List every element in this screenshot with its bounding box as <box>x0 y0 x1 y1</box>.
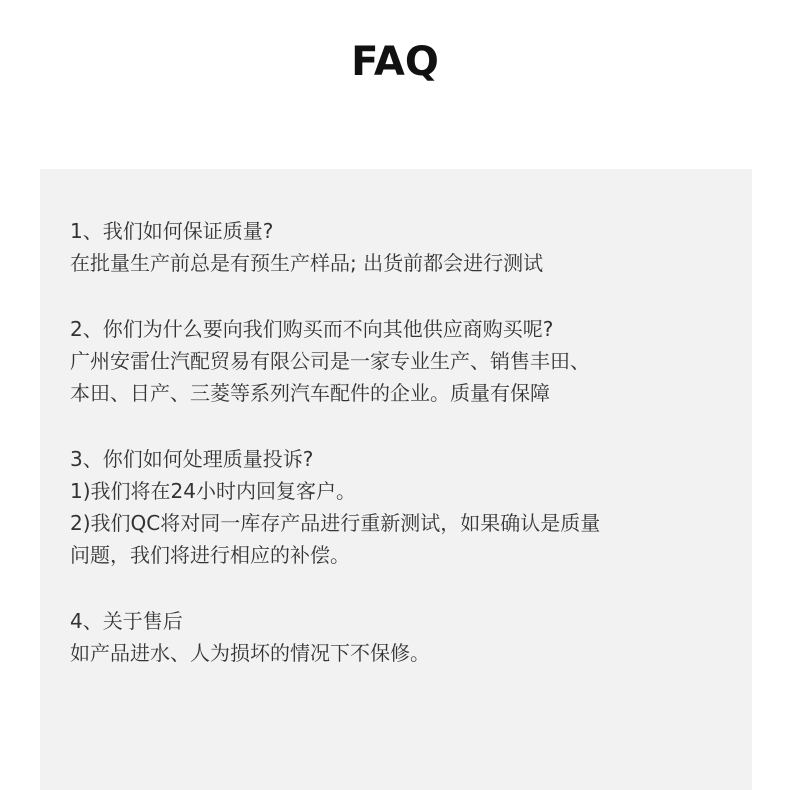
faq-answer-line: 2)我们QC将对同一库存产品进行重新测试，如果确认是质量 <box>70 511 601 535</box>
faq-answer-line: 在批量生产前总是有预生产样品; 出货前都会进行测试 <box>70 251 544 275</box>
page-title: FAQ <box>351 39 439 85</box>
faq-item-why-us <box>70 313 722 409</box>
faq-question: 2、你们为什么要向我们购买而不向其他供应商购买呢? <box>70 317 554 341</box>
faq-answer-line: 广州安雷仕汽配贸易有限公司是一家专业生产、销售丰田、 <box>70 349 590 373</box>
faq-question: 3、你们如何处理质量投诉? <box>70 447 314 471</box>
faq-panel <box>40 169 752 790</box>
faq-question: 1、我们如何保证质量? <box>70 219 274 243</box>
faq-answer-line: 如产品进水、人为损坏的情况下不保修。 <box>70 641 430 665</box>
faq-answer-line: 问题，我们将进行相应的补偿。 <box>70 543 350 567</box>
faq-item-quality <box>70 215 722 279</box>
faq-item-complaints <box>70 443 722 571</box>
faq-answer-line: 本田、日产、三菱等系列汽车配件的企业。质量有保障 <box>70 381 550 405</box>
faq-item-after-sales <box>70 605 722 669</box>
faq-question: 4、关于售后 <box>70 609 183 633</box>
faq-answer-line: 1)我们将在24小时内回复客户。 <box>70 479 356 503</box>
